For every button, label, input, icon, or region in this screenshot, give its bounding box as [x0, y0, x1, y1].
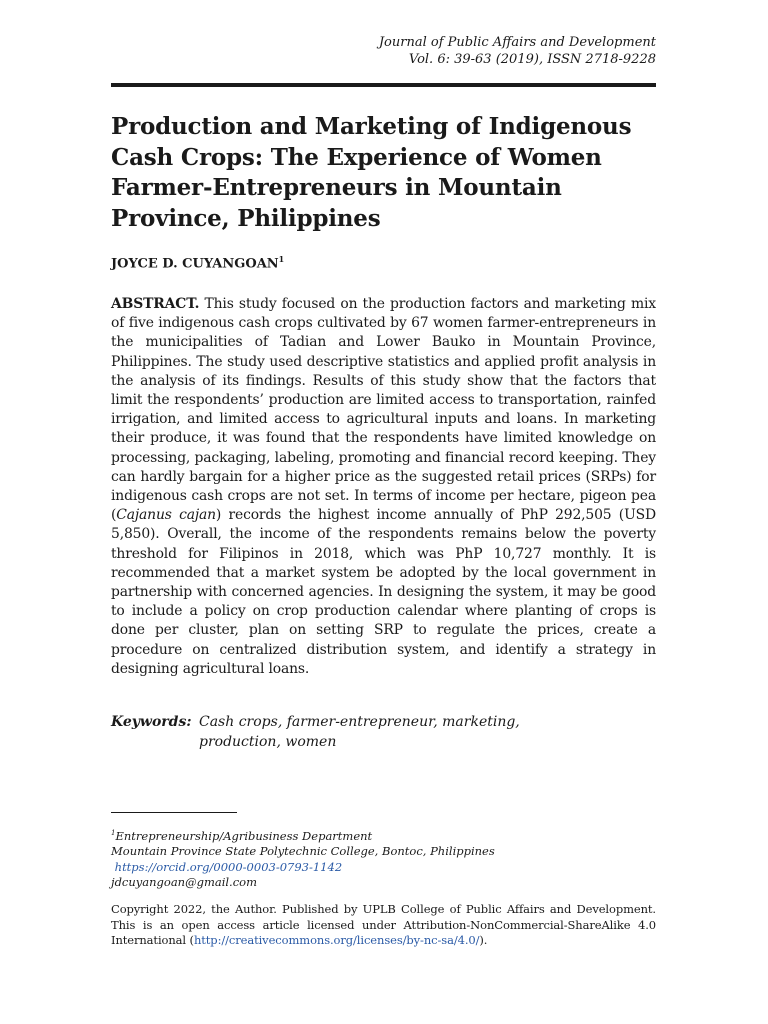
abstract [111, 295, 656, 679]
journal-name: Journal of Public Affairs and Development [378, 35, 656, 50]
author-line [111, 251, 284, 272]
footnote-email: jdcuyangoan@gmail.com [111, 875, 257, 890]
keywords-text [199, 712, 539, 752]
keywords-line-1: Cash crops, farmer-entrepreneur, marketing, [199, 714, 520, 730]
license-link[interactable]: http://creativecommons.org/licenses/by-nc-sa/4.0/ [193, 933, 480, 947]
paper-page [111, 0, 656, 1024]
copyright-text: Copyright 2022, the Author. Published by UPLB College of Public Affairs and Development. This is an open access article licensed under Attribution-NonCommercial-ShareAlike 4.0 International ( [111, 902, 656, 947]
abstract-species-name: Cajanus cajan [116, 507, 216, 524]
journal-volume: Vol. 6: 39-63 (2019), ISSN 2718-9228 [408, 52, 656, 67]
footnote-department: $^1$Entrepreneurship/Agribusiness Department [111, 828, 373, 843]
footnote-rule [111, 812, 237, 813]
orcid-link[interactable]: https://orcid.org/0000-0003-0793-1142 [114, 859, 343, 874]
header-rule [111, 83, 656, 87]
author-name: JOYCE D. CUYANGOAN [111, 256, 279, 272]
abstract-label: ABSTRACT. [111, 296, 200, 312]
footnote-institution: Mountain Province State Polytechnic College, Bontoc, Philippines [111, 844, 495, 859]
abstract-text-part2: ) records the highest income annually of PhP 292,505 (USD 5,850). Overall, the income of the respondents remains below the poverty threshold for Filipinos in 2018, which was PhP 10,727 monthly. It is recommended that a market system be adopted by the local government in partnership with concerned agencies. In designing the system, it may be good to include a policy on crop production calendar where planting of crops is done per cluster, plan on setting SRP to regulate the prices, create a procedure on centralized distribution system, and identify a strategy in designing agricultural loans. [111, 507, 656, 677]
keywords-label: Keywords: [111, 714, 192, 730]
journal-header [379, 34, 656, 68]
author-affiliation-marker: 1 [278, 254, 285, 264]
keywords-line-2: production, women [199, 734, 337, 750]
footnote-marker: 1 [111, 829, 116, 837]
article-title: Production and Marketing of Indigenous Cash Crops: The Experience of Women Farmer-Entrepreneurs in Mountain Province, Philippines [111, 113, 632, 232]
footnote [111, 826, 656, 891]
abstract-text-part1: This study focused on the production factors and marketing mix of five indigenous cash crops cultivated by 67 women farmer-entrepreneurs in the municipalities of Tadian and Lower Bauko in Mountain Province, Philippines. The study used descriptive statistics and applied profit analysis in the analysis of its findings. Results of this study show that the factors that limit the respondents’ production are limited access to transportation, rainfed irrigation, and limited access to agricultural inputs and loans. In marketing their produce, it was found that the respondents have limited knowledge on processing, packaging, labeling, promoting and financial record keeping. They can hardly bargain for a higher price as the suggested retail prices (SRPs) for indigenous cash crops are not set. In terms of income per hectare, pigeon pea ( [111, 296, 656, 524]
copyright-notice [111, 902, 656, 949]
footnote-orcid-line [111, 860, 656, 876]
copyright-close: ). [479, 933, 488, 947]
